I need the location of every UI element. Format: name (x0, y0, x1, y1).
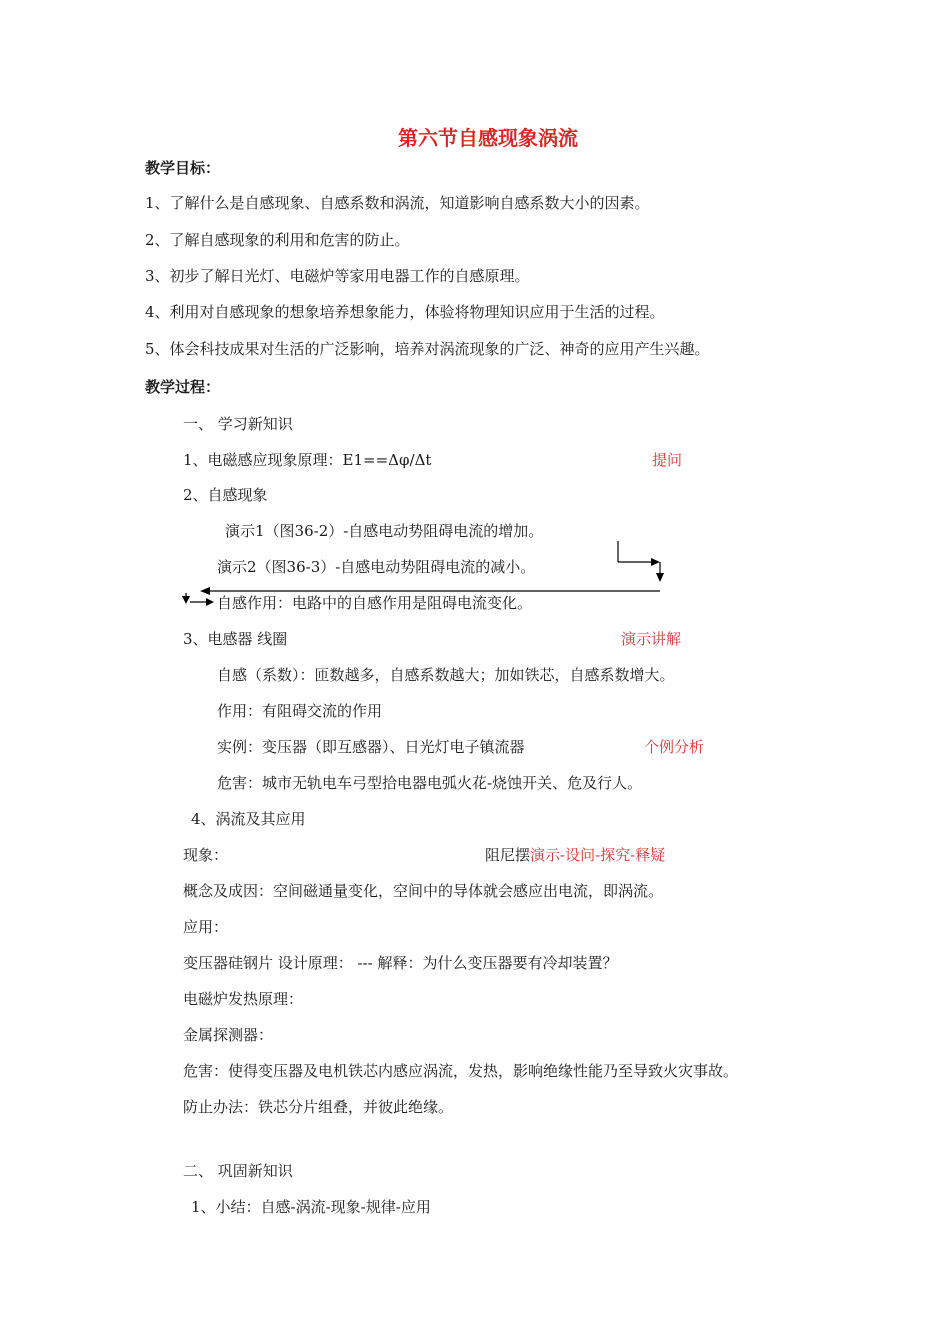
demo-1: 演示1（图36-2）-自感电动势阻碍电流的增加。 (225, 522, 544, 540)
section-heading-learn: 一、 学习新知识 (183, 415, 293, 433)
metal-detector-line: 金属探测器： (183, 1026, 274, 1044)
inductor-example: 实例：变压器（即互感器）、日光灯电子镇流器 (217, 738, 525, 756)
application-label: 应用： (183, 918, 229, 936)
inductor-harm: 危害：城市无轨电车弓型拾电器电弧火花-烧蚀开关、危及行人。 (217, 774, 643, 792)
eddy-concept: 概念及成因：空间磁通量变化，空间中的导体就会感应出电流，即涡流。 (183, 882, 664, 900)
prevention-method: 防止办法：铁芯分片组叠，并彼此绝缘。 (183, 1098, 454, 1116)
item-eddy-current: 4、涡流及其应用 (191, 810, 306, 828)
item-em-induction: 1、电磁感应现象原理：E1==Δφ/Δt (183, 451, 432, 469)
item-inductor: 3、电感器 线圈 (183, 630, 288, 648)
phenomenon-note (485, 845, 665, 865)
summary-line: 1、小结：自感-涡流-现象-规律-应用 (191, 1198, 431, 1216)
process-heading: 教学过程： (145, 378, 221, 396)
goal-item: 3、初步了解日光灯、电磁炉等家用电器工作的自感原理。 (145, 267, 530, 285)
goal-item: 1、了解什么是自感现象、自感系数和涡流，知道影响自感系数大小的因素。 (145, 194, 650, 212)
demo-2: 演示2（图36-3）-自感电动势阻碍电流的减小。 (217, 558, 536, 576)
page-title: 第六节自感现象涡流 (398, 126, 578, 150)
self-induction-effect: 自感作用：电路中的自感作用是阻碍电流变化。 (217, 594, 533, 612)
goal-item: 4、利用对自感现象的想象培养想象能力，体验将物理知识应用于生活的过程。 (145, 303, 665, 321)
eddy-harm: 危害：使得变压器及电机铁芯内感应涡流，发热，影响绝缘性能乃至导致火灾事故。 (183, 1062, 739, 1080)
note-demo-explain: 演示讲解 (621, 630, 682, 648)
note-ask: 提问 (652, 451, 683, 469)
induction-cooker-line: 电磁炉发热原理： (183, 990, 304, 1008)
goal-item: 5、体会科技成果对生活的广泛影响，培养对涡流现象的广泛、神奇的应用产生兴趣。 (145, 340, 710, 358)
transformer-line: 变压器硅钢片 设计原理： --- 解释：为什么变压器要有冷却装置？ (183, 954, 618, 972)
note-demo-steps: 演示-设问-探究-释疑 (530, 846, 666, 864)
section-heading-consolidate: 二、 巩固新知识 (183, 1162, 293, 1180)
inductor-effect: 作用：有阻碍交流的作用 (217, 702, 383, 720)
damping-pendulum: 阻尼摆 (485, 846, 531, 864)
phenomenon-label: 现象： (183, 846, 229, 864)
goals-heading: 教学目标： (145, 159, 221, 177)
item-self-induction: 2、自感现象 (183, 486, 268, 504)
self-inductance-coef: 自感（系数）：匝数越多，自感系数越大；加如铁芯，自感系数增大。 (217, 666, 675, 684)
note-case-analysis: 个例分析 (644, 738, 705, 756)
goal-item: 2、了解自感现象的利用和危害的防止。 (145, 231, 410, 249)
